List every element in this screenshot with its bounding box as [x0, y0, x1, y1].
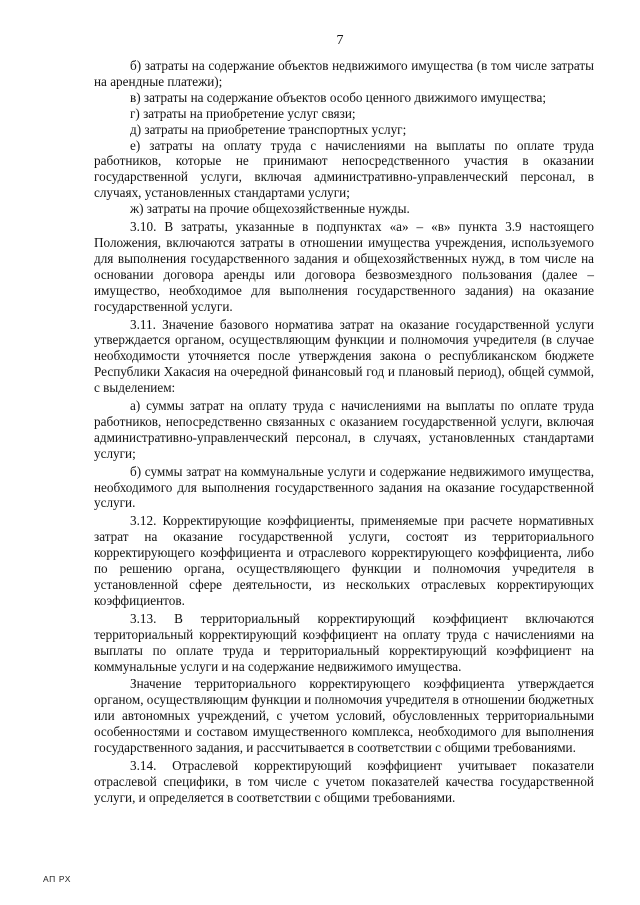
- paragraph-3-12: 3.12. Корректирующие коэффициенты, применяемые при расчете нормативных затрат на оказание государственной услуги, состоят из территориального корректирующего коэффициента и отраслевого корректирующего коэффициента, либо по решению органа, осуществляющего функции и полномочия учредителя в установленной сфере деятельности, из нескольких отраслевых корректирующих коэффициентов.: [94, 513, 594, 608]
- paragraph-3-14: 3.14. Отраслевой корректирующий коэффициент учитывает показатели отраслевой специфики, в том числе с учетом показателей качества государственной услуги, и определяется в соответствии с общими требованиями.: [94, 757, 594, 805]
- paragraph-3-10: 3.10. В затраты, указанные в подпунктах «а» – «в» пункта 3.9 настоящего Положения, включаются затраты в отношении имущества учреждения, используемого для выполнения государственного задания и общехозяйственных нужд, в том числе на основании договора аренды или договора безвозмездного пользования (далее – имущество, необходимое для выполнения государственного задания) на оказание государственной услуги.: [94, 219, 594, 314]
- paragraph-item-b-property-costs: б) затраты на содержание объектов недвижимого имущества (в том числе затраты на арендные платежи);: [94, 58, 594, 89]
- paragraph-3-11: 3.11. Значение базового норматива затрат на оказание государственной услуги утверждается органом, осуществляющим функции и полномочия учредителя (в случае необходимости уточняется после утверждения закона о республиканском бюджете Республики Хакасия на очередной финансовый год и плановый период), общей суммой, с выделением:: [94, 316, 594, 396]
- paragraph-item-g-communication: г) затраты на приобретение услуг связи;: [130, 105, 356, 121]
- page-number: 7: [336, 33, 344, 48]
- paragraph-3-11-b: б) суммы затрат на коммунальные услуги и содержание недвижимого имущества, необходимого для выполнения государственного задания на оказание государственной услуги.: [94, 463, 594, 511]
- paragraph-3-11-a: а) суммы затрат на оплату труда с начислениями на выплаты по оплате труда работников, непосредственно связанных с оказанием государственной услуги, включая административно-управленческий персонал, в случаях, установленных стандартами услуги;: [94, 398, 594, 461]
- paragraph-item-e-labor: е) затраты на оплату труда с начислениями на выплаты по оплате труда работников, которые не принимают непосредственного участия в оказании государственной услуги, включая административно-управленческий персонал, в случаях, установленных стандартами услуги;: [94, 137, 594, 201]
- paragraph-3-13: 3.13. В территориальный корректирующий коэффициент включаются территориальный корректирующий коэффициент на оплату труда с начислениями на выплаты по оплате труда и территориальный корректирующий коэффициент на коммунальные услуги и на содержание недвижимого имущества.: [94, 610, 594, 674]
- footer-mark: АП РХ: [43, 874, 72, 884]
- document-body: [94, 58, 594, 806]
- paragraph-item-d-transport: д) затраты на приобретение транспортных услуг;: [130, 121, 407, 137]
- paragraph-item-v-movable-property: в) затраты на содержание объектов особо ценного движимого имущества;: [130, 89, 546, 105]
- paragraph-3-13-value: Значение территориального корректирующего коэффициента утверждается органом, осуществляющим функции и полномочия учредителя в отношении бюджетных или автономных учреждений, с учетом условий, обусловленных территориальными особенностями и составом имущественного комплекса, необходимого для выполнения государственного задания, и рассчитывается в соответствии с общими требованиями.: [94, 676, 594, 756]
- paragraph-item-zh-other: ж) затраты на прочие общехозяйственные нужды.: [130, 201, 410, 217]
